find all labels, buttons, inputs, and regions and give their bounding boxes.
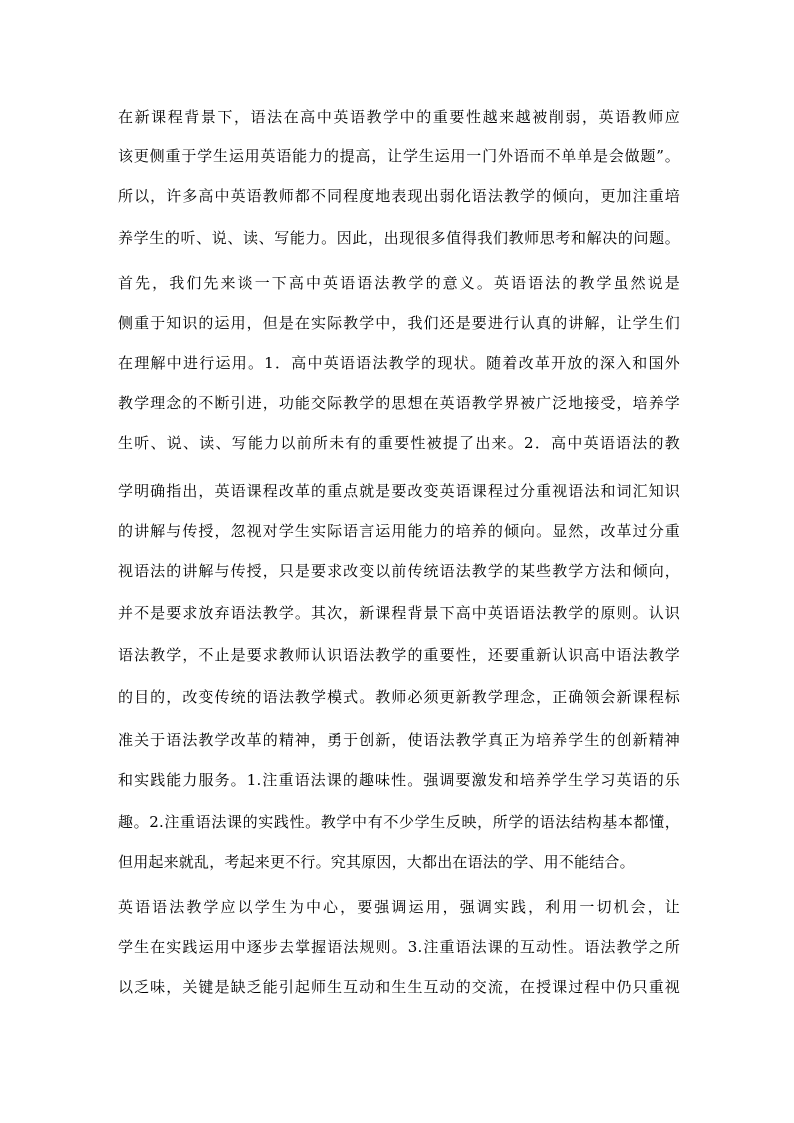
- paragraph-line: 的目的，改变传统的语法教学模式。教师必须更新教学理念，正确领会新课程标: [118, 688, 680, 706]
- paragraph-line: 趣。2.注重语法课的实践性。教学中有不少学生反映，所学的语法结构基本都懂，: [118, 813, 680, 831]
- paragraph-line: 侧重于知识的运用，但是在实际教学中，我们还是要进行认真的讲解，让学生们: [118, 314, 680, 332]
- paragraph-line: 所以，许多高中英语教师都不同程度地表现出弱化语法教学的倾向，更加注重培: [118, 187, 680, 205]
- paragraph-line: 学生在实践运用中逐步去掌握语法规则。3.注重语法课的互动性。语法教学之所: [118, 938, 680, 956]
- paragraph-line: 在理解中进行运用。1．高中英语语法教学的现状。随着改革开放的深入和国外: [118, 354, 680, 372]
- paragraph-line: 英语语法教学应以学生为中心，要强调运用，强调实践，利用一切机会，让: [118, 898, 680, 916]
- paragraph-line: 首先，我们先来谈一下高中英语语法教学的意义。英语语法的教学虽然说是: [118, 274, 680, 292]
- paragraph-line: 并不是要求放弃语法教学。其次，新课程背景下高中英语语法教学的原则。认识: [118, 604, 680, 622]
- paragraph-line: 该更侧重于学生运用英语能力的提高，让学生运用一门外语而不单单是会做题”。: [118, 147, 680, 165]
- paragraph-line: 以乏味，关键是缺乏能引起师生互动和生生互动的交流，在授课过程中仍只重视: [118, 978, 680, 996]
- paragraph-line: 语法教学，不止是要求教师认识语法教学的重要性，还要重新认识高中语法教学: [118, 646, 680, 664]
- paragraph-line: 视语法的讲解与传授，只是要求改变以前传统语法教学的某些教学方法和倾向，: [118, 562, 680, 580]
- paragraph-line: 教学理念的不断引进，功能交际教学的思想在英语教学界被广泛地接受，培养学: [118, 394, 680, 412]
- paragraph-line: 的讲解与传授，忽视对学生实际语言运用能力的培养的倾向。显然，改革过分重: [118, 522, 680, 540]
- paragraph-line: 养学生的听、说、读、写能力。因此，出现很多值得我们教师思考和解决的问题。: [118, 229, 680, 247]
- paragraph-line: 学明确指出，英语课程改革的重点就是要改变英语课程过分重视语法和词汇知识: [118, 482, 680, 500]
- paragraph-line: 生听、说、读、写能力以前所未有的重要性被提了出来。2．高中英语语法的教: [118, 434, 680, 452]
- paragraph-line: 但用起来就乱，考起来更不行。究其原因，大都出在语法的学、用不能结合。: [118, 853, 635, 871]
- paragraph-line: 和实践能力服务。1.注重语法课的趣味性。强调要激发和培养学生学习英语的乐: [118, 771, 680, 789]
- paragraph-line: 在新课程背景下，语法在高中英语教学中的重要性越来越被削弱，英语教师应: [118, 108, 680, 126]
- paragraph-line: 准关于语法教学改革的精神，勇于创新，使语法教学真正为培养学生的创新精神: [118, 731, 680, 749]
